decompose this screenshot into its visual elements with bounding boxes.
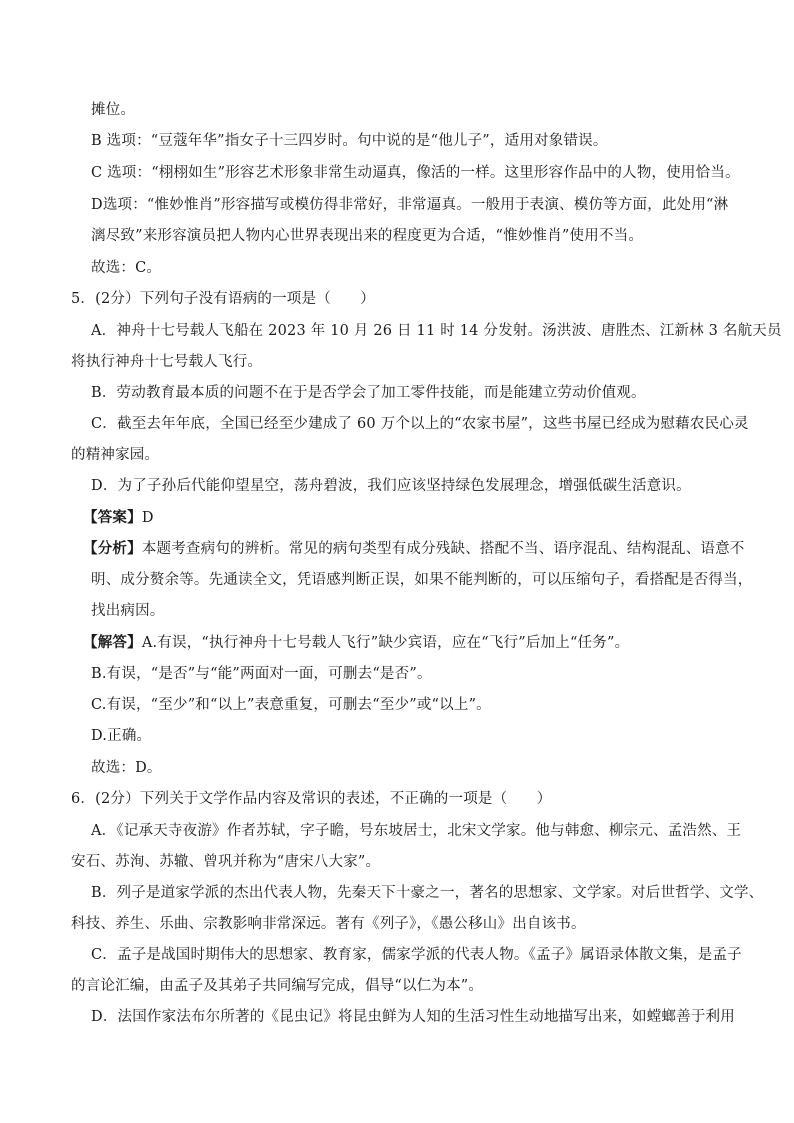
prev-answer: 故选：C。 — [91, 260, 162, 276]
q6-option-d: D．法国作家法布尔所著的《昆虫记》将昆虫鲜为人知的生活习性生动地描写出来，如螳螂善于利用 — [91, 1009, 735, 1025]
q6-option-c: C．孟子是战国时期伟大的思想家、教育家，儒家学派的代表人物。《孟子》属语录体散文集，是孟子 — [91, 947, 742, 963]
solution-tag: 【解答】 — [83, 634, 142, 651]
q5-final-answer: 故选：D。 — [91, 760, 162, 776]
solution-text: A.有误，“执行神舟十七号载人飞行”缺少宾语，应在“飞行”后加上“任务”。 — [141, 635, 630, 651]
q5-option-a: A．神舟十七号载人飞船在 2023 年 10 月 26 日 11 时 14 分发射。汤洪波、唐胜杰、江新林 3 名航天员 — [91, 323, 782, 339]
option-c-note: C 选项：“栩栩如生”形容艺术形象非常生动逼真，像活的一样。这里形容作品中的人物，使用恰当。 — [91, 165, 740, 181]
text-line: 摊位。 — [91, 102, 136, 118]
answer-value: D — [141, 510, 154, 526]
option-d-note: D选项：“惟妙惟肖”形容描写或模仿得非常好，非常逼真。一般用于表演、模仿等方面，此处用“淋 — [91, 197, 729, 213]
answer-tag: 【答案】 — [83, 509, 142, 526]
analysis-tag: 【分析】 — [83, 540, 142, 557]
q5-analysis-cont: 找出病因。 — [91, 603, 165, 619]
analysis-text: 本题考查病句的辨析。常见的病句类型有成分残缺、搭配不当、语序混乱、结构混乱、语意不 — [141, 541, 745, 557]
q5-option-c-cont: 的精神家园。 — [71, 447, 160, 463]
q5-solution-b: B.有误，“是否”与“能”两面对一面，可删去“是否”。 — [91, 666, 432, 682]
question-5-stem: 5．(2分）下列句子没有语病的一项是（ ） — [71, 291, 376, 307]
q6-option-b: B．列子是道家学派的杰出代表人物，先秦天下十豪之一，著名的思想家、文学家。对后世哲学、文学、 — [91, 885, 764, 901]
q5-solution-d: D.正确。 — [91, 728, 152, 744]
q6-option-b-cont: 科技、养生、乐曲、宗教影响非常深远。著有《列子》，《愚公移山》出自该书。 — [71, 916, 586, 932]
option-d-note-cont: 漓尽致”来形容演员把人物内心世界表现出来的程度更为合适，“惟妙惟肖”使用不当。 — [91, 228, 644, 244]
q6-option-a: A．《记承天寺夜游》作者苏轼，字子瞻，号东坡居士，北宋文学家。他与韩愈、柳宗元、孟浩然、王 — [91, 823, 742, 839]
q5-answer-row — [83, 508, 154, 528]
q5-solution-row — [83, 633, 629, 653]
option-b-note: B 选项：“豆蔻年华”指女子十三四岁时。句中说的是“他儿子”，适用对象错误。 — [91, 133, 608, 149]
q6-option-c-cont: 的言论汇编，由孟子及其弟子共同编写完成，倡导“以仁为本”。 — [71, 978, 484, 994]
q6-option-a-cont: 安石、苏洵、苏辙、曾巩并称为“唐宋八大家”。 — [71, 854, 381, 870]
q5-solution-c: C.有误，“至少”和“以上”表意重复，可删去“至少”或“以上”。 — [91, 697, 491, 713]
q5-option-a-cont: 将执行神舟十七号载人飞行。 — [71, 354, 263, 370]
q5-option-d: D．为了子孙后代能仰望星空，荡舟碧波，我们应该坚持绿色发展理念，增强低碳生活意识。 — [91, 478, 691, 494]
q5-option-c: C．截至去年年底，全国已经至少建成了 60 万个以上的“农家书屋”，这些书屋已经成为慰藉农民心灵 — [91, 416, 749, 432]
q5-analysis-cont: 明、成分赘余等。先通读全文，凭语感判断正误，如果不能判断的，可以压缩句子，看搭配是否得当， — [91, 572, 753, 588]
q5-option-b: B．劳动教育最本质的问题不在于是否学会了加工零件技能，而是能建立劳动价值观。 — [91, 385, 646, 401]
q5-analysis-row — [83, 539, 745, 559]
question-6-stem: 6．(2分）下列关于文学作品内容及常识的表述，不正确的一项是（ ） — [71, 791, 552, 807]
